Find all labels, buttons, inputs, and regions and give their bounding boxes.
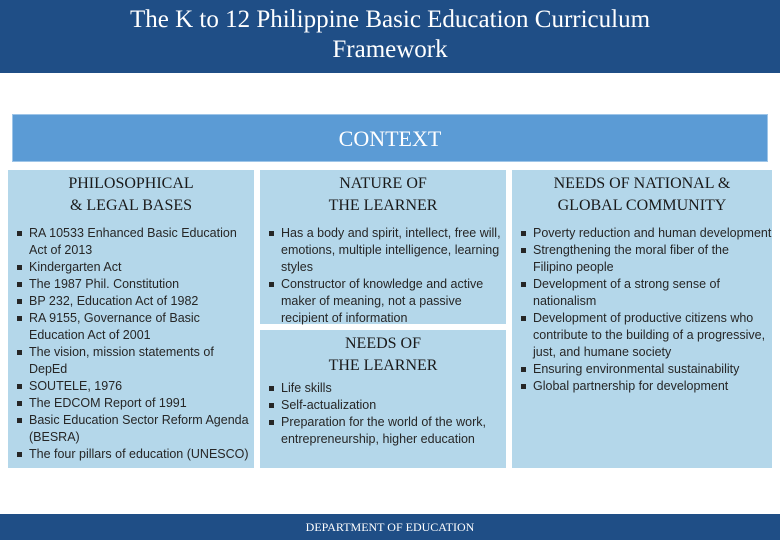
page-title-line1: The K to 12 Philippine Basic Education Curriculum (129, 6, 651, 33)
title-bar (0, 0, 780, 73)
national-heading-line2: GLOBAL COMMUNITY (557, 197, 727, 214)
philosophical-legal-bases-box (8, 170, 254, 468)
philosophical-list (8, 225, 254, 463)
list-item: The 1987 Phil. Constitution (8, 276, 254, 293)
needs-learner-heading-line1: NEEDS OF (344, 335, 421, 352)
list-item: Development of productive citizens who contribute to the building of a progressive, just, and humane society (512, 310, 772, 361)
list-item: Ensuring environmental sustainability (512, 361, 772, 378)
list-item: Self-actualization (260, 397, 506, 414)
footer-banner: DEPARTMENT OF EDUCATION (0, 514, 780, 540)
nature-of-learner-box (260, 170, 506, 324)
list-item: Preparation for the world of the work, entrepreneurship, higher education (260, 414, 506, 448)
list-item: The four pillars of education (UNESCO) (8, 446, 254, 463)
national-heading (512, 173, 772, 217)
needs-learner-list (260, 380, 506, 448)
list-item: The EDCOM Report of 1991 (8, 395, 254, 412)
list-item: SOUTELE, 1976 (8, 378, 254, 395)
list-item: Poverty reduction and human development (512, 225, 772, 242)
page-title-line2: Framework (332, 36, 448, 63)
needs-national-global-box (512, 170, 772, 468)
nature-heading-line2: THE LEARNER (328, 197, 438, 214)
list-item: BP 232, Education Act of 1982 (8, 293, 254, 310)
list-item: Development of a strong sense of nationalism (512, 276, 772, 310)
list-item: Has a body and spirit, intellect, free will, emotions, multiple intelligence, learning styles (260, 225, 506, 276)
list-item: RA 10533 Enhanced Basic Education Act of 2013 (8, 225, 254, 259)
list-item: The vision, mission statements of DepEd (8, 344, 254, 378)
list-item: Kindergarten Act (8, 259, 254, 276)
needs-learner-heading (260, 333, 506, 377)
philosophical-heading-line1: PHILOSOPHICAL (68, 175, 194, 192)
philosophical-heading (8, 173, 254, 217)
list-item: Basic Education Sector Reform Agenda (BESRA) (8, 412, 254, 446)
list-item: Life skills (260, 380, 506, 397)
nature-list (260, 225, 506, 327)
philosophical-heading-line2: & LEGAL BASES (69, 197, 193, 214)
needs-of-learner-box (260, 330, 506, 468)
list-item: Strengthening the moral fiber of the Filipino people (512, 242, 772, 276)
nature-heading-line1: NATURE OF (339, 175, 427, 192)
needs-learner-heading-line2: THE LEARNER (328, 357, 438, 374)
context-banner: CONTEXT (12, 114, 768, 162)
national-list (512, 225, 772, 395)
list-item: RA 9155, Governance of Basic Education Act of 2001 (8, 310, 254, 344)
list-item: Constructor of knowledge and active maker of meaning, not a passive recipient of information (260, 276, 506, 327)
nature-heading (260, 173, 506, 217)
list-item: Global partnership for development (512, 378, 772, 395)
national-heading-line1: NEEDS OF NATIONAL & (553, 175, 731, 192)
